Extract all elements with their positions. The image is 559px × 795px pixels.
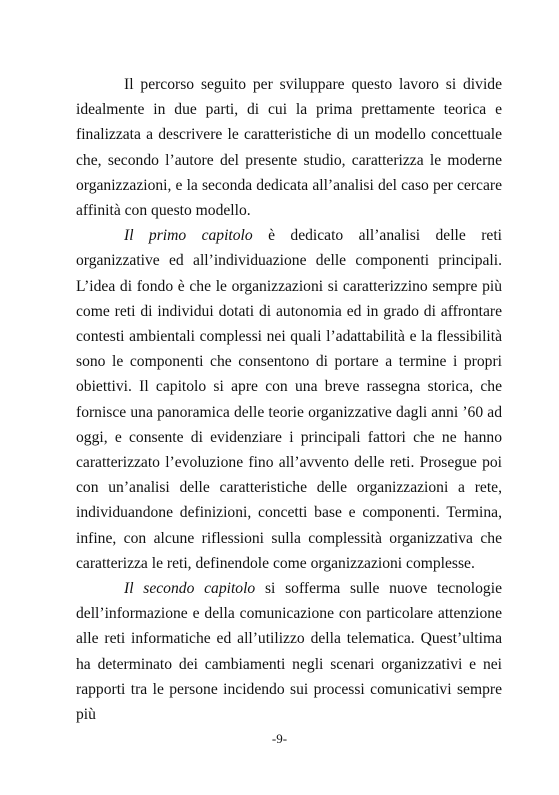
paragraph-intro (76, 72, 502, 223)
first-chapter-heading: Il primo capitolo (124, 227, 253, 245)
second-chapter-heading: Il secondo capitolo (124, 580, 256, 598)
body-text (76, 72, 502, 727)
page-number: -9- (271, 731, 288, 746)
paragraph-first-chapter-text: è dedicato all’analisi delle reti organizzative ed all’individuazione delle componenti principali. L’idea di fondo è che le organizzazioni si caratterizzino sempre più come reti di individui dotati di autonomia ed in grado di affrontare contesti ambientali complessi nei quali l’adattabilità e la flessibilità sono le componenti che consentono di portare a termine i propri obiettivi. Il capitolo si apre con una breve rassegna storica, che fornisce una panoramica delle teorie organizzative dagli anni ’60 ad oggi, e consente di evidenziare i principali fattori che ne hanno caratterizzato l’evoluzione fino all’avvento delle reti. Prosegue poi con un’analisi delle caratteristiche delle organizzazioni a rete, individuandone definizioni, concetti base e componenti. Termina, infine, con alcune riflessioni sulla complessità organizzativa che caratterizza le reti, definendole come organizzazioni complesse. (76, 227, 502, 572)
paragraph-first-chapter (76, 223, 502, 576)
paragraph-intro-text: Il percorso seguito per sviluppare questo lavoro si divide idealmente in due parti, di cui la prima prettamente teorica e finalizzata a descrivere le caratteristiche di un modello concettuale che, secondo l’autore del presente studio, caratterizza le moderne organizzazioni, e la seconda dedicata all’analisi del caso per cercare affinità con questo modello. (76, 76, 502, 220)
paragraph-second-chapter (76, 576, 502, 727)
paragraph-second-chapter-text: si sofferma sulle nuove tecnologie dell’informazione e della comunicazione con particolare attenzione alle reti informatiche ed all’utilizzo della telematica. Quest’ultima ha determinato dei cambiamenti negli scenari organizzativi e nei rapporti tra le persone incidendo sui processi comunicativi sempre più (76, 580, 502, 724)
